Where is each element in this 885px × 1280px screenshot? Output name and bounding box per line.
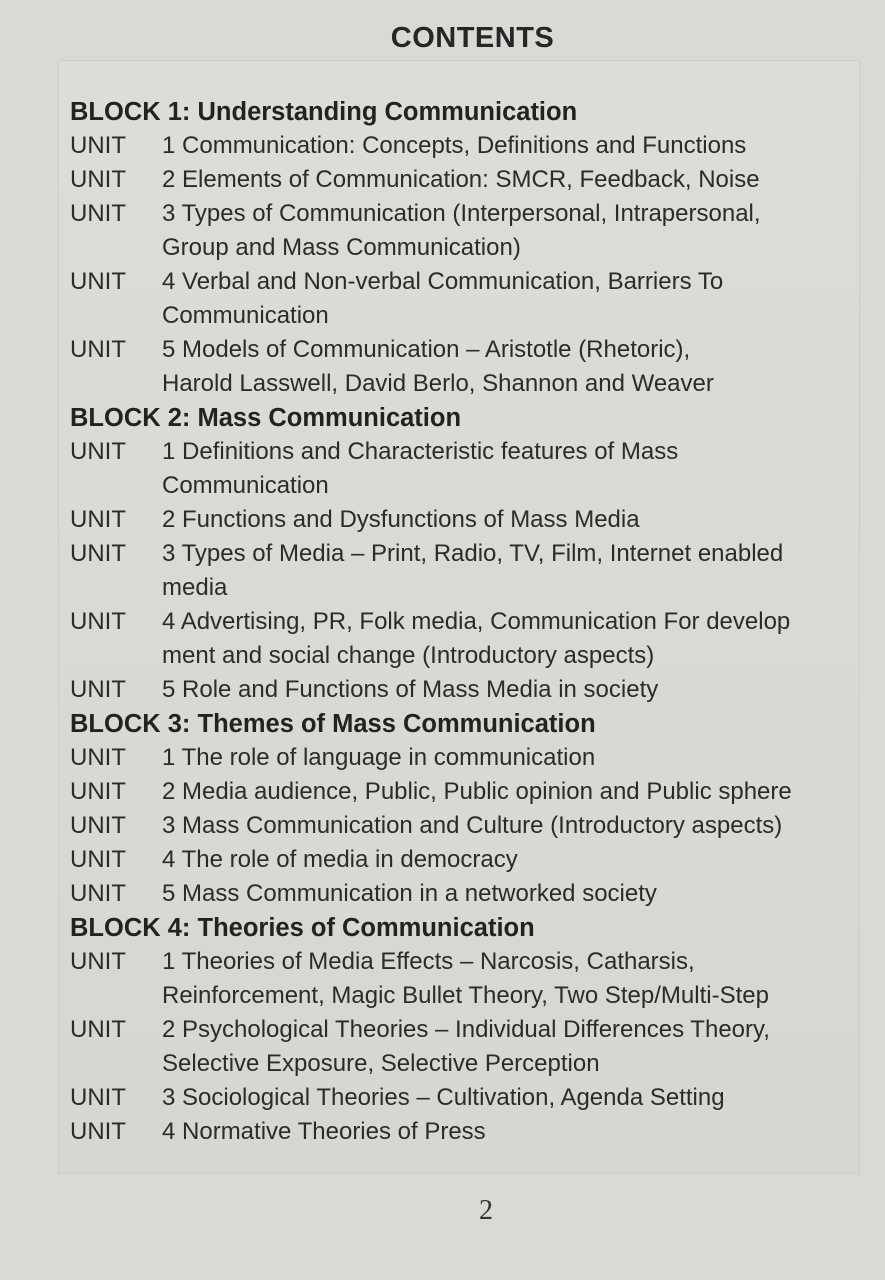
unit-title-line: Group and Mass Communication) [162,234,521,261]
unit-title-line: Communication [162,472,329,499]
unit-title-line: 3 Types of Communication (Interpersonal, Intrapersonal, [162,200,761,227]
unit-title-line: 2 Functions and Dysfunctions of Mass Media [162,506,640,533]
block-title: BLOCK 4: Theories of Communication [70,914,535,942]
unit-label: UNIT [70,676,126,703]
toc-unit-entry [70,537,880,605]
toc-block [70,911,880,1149]
unit-title-line: 3 Sociological Theories – Cultivation, Agenda Setting [162,1084,725,1111]
block-title: BLOCK 1: Understanding Communication [70,98,578,126]
unit-title-line: 3 Mass Communication and Culture (Introductory aspects) [162,812,783,839]
unit-label: UNIT [70,812,126,839]
unit-label: UNIT [70,948,126,975]
unit-title [162,1081,880,1115]
toc-unit-entry [70,435,880,503]
unit-title [162,809,880,843]
unit-label: UNIT [70,778,126,805]
unit-title-line: 1 The role of language in communication [162,744,596,771]
unit-title-line: Selective Exposure, Selective Perception [162,1050,600,1077]
unit-title [162,537,880,605]
toc-unit-entry [70,605,880,673]
unit-title-line: 5 Models of Communication – Aristotle (Rhetoric), [162,336,691,363]
contents-heading: CONTENTS [390,22,555,54]
toc-unit-entry [70,197,880,265]
toc-unit-entry [70,1115,880,1149]
unit-label: UNIT [70,608,126,635]
unit-title-line: Harold Lasswell, David Berlo, Shannon and Weaver [162,370,714,397]
unit-label: UNIT [70,846,126,873]
toc-unit-entry [70,741,880,775]
unit-label: UNIT [70,336,126,363]
unit-title-line: 4 Verbal and Non-verbal Communication, Barriers To [162,268,724,295]
unit-title [162,163,880,197]
toc-unit-entry [70,163,880,197]
unit-title-line: 2 Media audience, Public, Public opinion and Public sphere [162,778,792,805]
unit-title [162,503,880,537]
unit-title [162,673,880,707]
unit-title [162,945,880,1013]
unit-label: UNIT [70,200,126,227]
unit-title-line: media [162,574,228,601]
unit-title-line: 1 Theories of Media Effects – Narcosis, Catharsis, [162,948,695,975]
unit-label: UNIT [70,1084,126,1111]
unit-label: UNIT [70,1118,126,1145]
page-number: 2 [479,1195,493,1226]
unit-label: UNIT [70,880,126,907]
unit-title [162,333,880,401]
unit-title [162,741,880,775]
unit-label: UNIT [70,268,126,295]
unit-title-line: Communication [162,302,329,329]
toc-unit-entry [70,265,880,333]
unit-label: UNIT [70,166,126,193]
unit-label: UNIT [70,132,126,159]
unit-title [162,265,880,333]
unit-label: UNIT [70,1016,126,1043]
unit-title-line: Reinforcement, Magic Bullet Theory, Two Step/Multi-Step [162,982,769,1009]
unit-title [162,877,880,911]
unit-title-line: 2 Psychological Theories – Individual Differences Theory, [162,1016,770,1043]
unit-title-line: 3 Types of Media – Print, Radio, TV, Film, Internet enabled [162,540,784,567]
toc-block [70,401,880,707]
toc-block [70,707,880,911]
unit-title [162,129,880,163]
unit-title [162,1013,880,1081]
unit-label: UNIT [70,540,126,567]
toc-unit-entry [70,333,880,401]
toc-block [70,95,880,401]
unit-title [162,843,880,877]
unit-title-line: 1 Definitions and Characteristic features of Mass [162,438,679,465]
unit-label: UNIT [70,506,126,533]
toc-unit-entry [70,843,880,877]
toc-unit-entry [70,809,880,843]
table-of-contents [70,95,880,1149]
block-title: BLOCK 3: Themes of Mass Communication [70,710,596,738]
unit-label: UNIT [70,438,126,465]
toc-unit-entry [70,673,880,707]
unit-title-line: 4 Normative Theories of Press [162,1118,486,1145]
toc-unit-entry [70,503,880,537]
unit-label: UNIT [70,744,126,771]
block-title: BLOCK 2: Mass Communication [70,404,462,432]
unit-title [162,435,880,503]
unit-title [162,605,880,673]
toc-unit-entry [70,1081,880,1115]
unit-title [162,775,880,809]
toc-unit-entry [70,129,880,163]
toc-unit-entry [70,877,880,911]
unit-title-line: 5 Mass Communication in a networked society [162,880,657,907]
unit-title-line: 4 The role of media in democracy [162,846,518,873]
unit-title-line: ment and social change (Introductory aspects) [162,642,655,669]
unit-title-line: 2 Elements of Communication: SMCR, Feedback, Noise [162,166,760,193]
toc-unit-entry [70,1013,880,1081]
unit-title-line: 1 Communication: Concepts, Definitions and Functions [162,132,747,159]
unit-title-line: 5 Role and Functions of Mass Media in society [162,676,659,703]
unit-title [162,197,880,265]
unit-title-line: 4 Advertising, PR, Folk media, Communication For develop [162,608,791,635]
toc-unit-entry [70,945,880,1013]
unit-title [162,1115,880,1149]
toc-unit-entry [70,775,880,809]
